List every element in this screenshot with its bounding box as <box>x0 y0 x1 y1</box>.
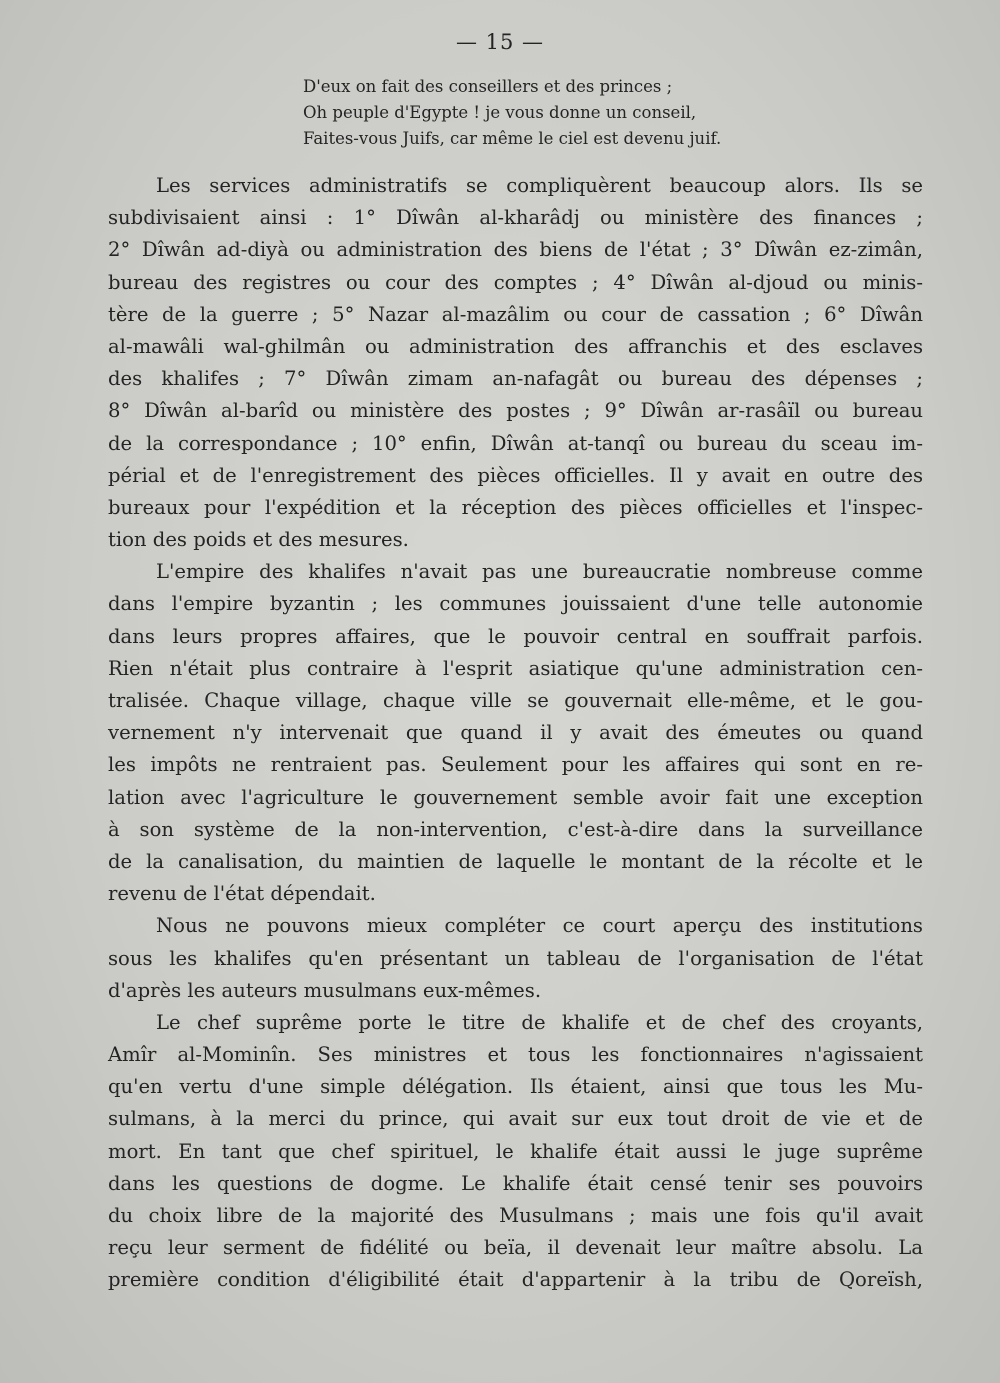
text-line: lation avec l'agriculture le gouvernement semble avoir fait une exception <box>108 785 923 809</box>
text-line: les impôts ne rentraient pas. Seulement pour les affaires qui sont en re- <box>108 753 923 777</box>
text-line: 8° Dîwân al-barîd ou ministère des postes ; 9° Dîwân ar-rasâïl ou bureau <box>108 399 923 423</box>
text-line: Nous ne pouvons mieux compléter ce court aperçu des institutions <box>156 914 923 938</box>
text-line: Les services administratifs se compliquèrent beaucoup alors. Ils se <box>156 174 923 197</box>
text-line: dans leurs propres affaires, que le pouvoir central en souffrait parfois. <box>108 624 923 648</box>
text-line: tion des poids et des mesures. <box>108 528 409 552</box>
text-line: bureaux pour l'expédition et la réception des pièces officielles et l'inspec- <box>108 495 923 519</box>
text-line: vernement n'y intervenait que quand il y avait des émeutes ou quand <box>108 721 923 745</box>
text-line: reçu leur serment de fidélité ou beïa, il devenait leur maître absolu. La <box>108 1236 923 1260</box>
text-line: de la correspondance ; 10° enfin, Dîwân at-tanqî ou bureau du sceau im- <box>108 431 923 455</box>
text-line: sous les khalifes qu'en présentant un tableau de l'organisation de l'état <box>108 946 923 970</box>
text-line: d'après les auteurs musulmans eux-mêmes. <box>108 978 542 1002</box>
text-line: al-mawâli wal-ghilmân ou administration des affranchis et des esclaves <box>108 334 923 358</box>
verse-line: Oh peuple d'Egypte ! je vous donne un conseil, <box>303 103 697 122</box>
text-line: de la canalisation, du maintien de laquelle le montant de la récolte et le <box>108 849 923 873</box>
text-line: tère de la guerre ; 5° Nazar al-mazâlim ou cour de cassation ; 6° Dîwân <box>108 302 923 326</box>
text-line: sulmans, à la merci du prince, qui avait sur eux tout droit de vie et de <box>108 1107 923 1131</box>
text-line: L'empire des khalifes n'avait pas une bureaucratie nombreuse comme <box>156 560 923 584</box>
text-line: des khalifes ; 7° Dîwân zimam an-nafagât ou bureau des dépenses ; <box>108 367 923 391</box>
verse-quote <box>303 74 763 152</box>
text-line: revenu de l'état dépendait. <box>108 882 376 906</box>
page-number: — 15 — <box>455 30 545 54</box>
text-line: Rien n'était plus contraire à l'esprit asiatique qu'une administration cen- <box>108 656 923 680</box>
verse-line: D'eux on fait des conseillers et des princes ; <box>303 77 673 96</box>
text-line: tralisée. Chaque village, chaque ville se gouvernait elle-même, et le gou- <box>108 689 923 712</box>
text-line: du choix libre de la majorité des Musulmans ; mais une fois qu'il avait <box>108 1204 923 1227</box>
body-text <box>108 170 923 1297</box>
text-line: Amîr al-Mominîn. Ses ministres et tous les fonctionnaires n'agissaient <box>108 1043 923 1067</box>
text-line: première condition d'éligibilité était d'appartenir à la tribu de Qoreïsh, <box>108 1268 923 1292</box>
text-line: qu'en vertu d'une simple délégation. Ils étaient, ainsi que tous les Mu- <box>108 1075 923 1099</box>
text-line: subdivisaient ainsi : 1° Dîwân al-kharâdj ou ministère des finances ; <box>108 206 923 230</box>
text-line: dans les questions de dogme. Le khalife était censé tenir ses pouvoirs <box>108 1171 923 1195</box>
text-line: Le chef suprême porte le titre de khalife et de chef des croyants, <box>156 1010 923 1034</box>
text-line: périal et de l'enregistrement des pièces officielles. Il y avait en outre des <box>108 463 923 487</box>
text-line: dans l'empire byzantin ; les communes jouissaient d'une telle autonomie <box>108 592 923 616</box>
text-line: bureau des registres ou cour des comptes ; 4° Dîwân al-djoud ou minis- <box>108 270 923 294</box>
text-line: 2° Dîwân ad-diyà ou administration des biens de l'état ; 3° Dîwân ez-zimân, <box>108 238 923 262</box>
text-line: à son système de la non-intervention, c'est-à-dire dans la surveillance <box>108 817 923 841</box>
verse-line: Faites-vous Juifs, car même le ciel est devenu juif. <box>303 129 722 148</box>
text-line: mort. En tant que chef spirituel, le khalife était aussi le juge suprême <box>108 1139 923 1163</box>
